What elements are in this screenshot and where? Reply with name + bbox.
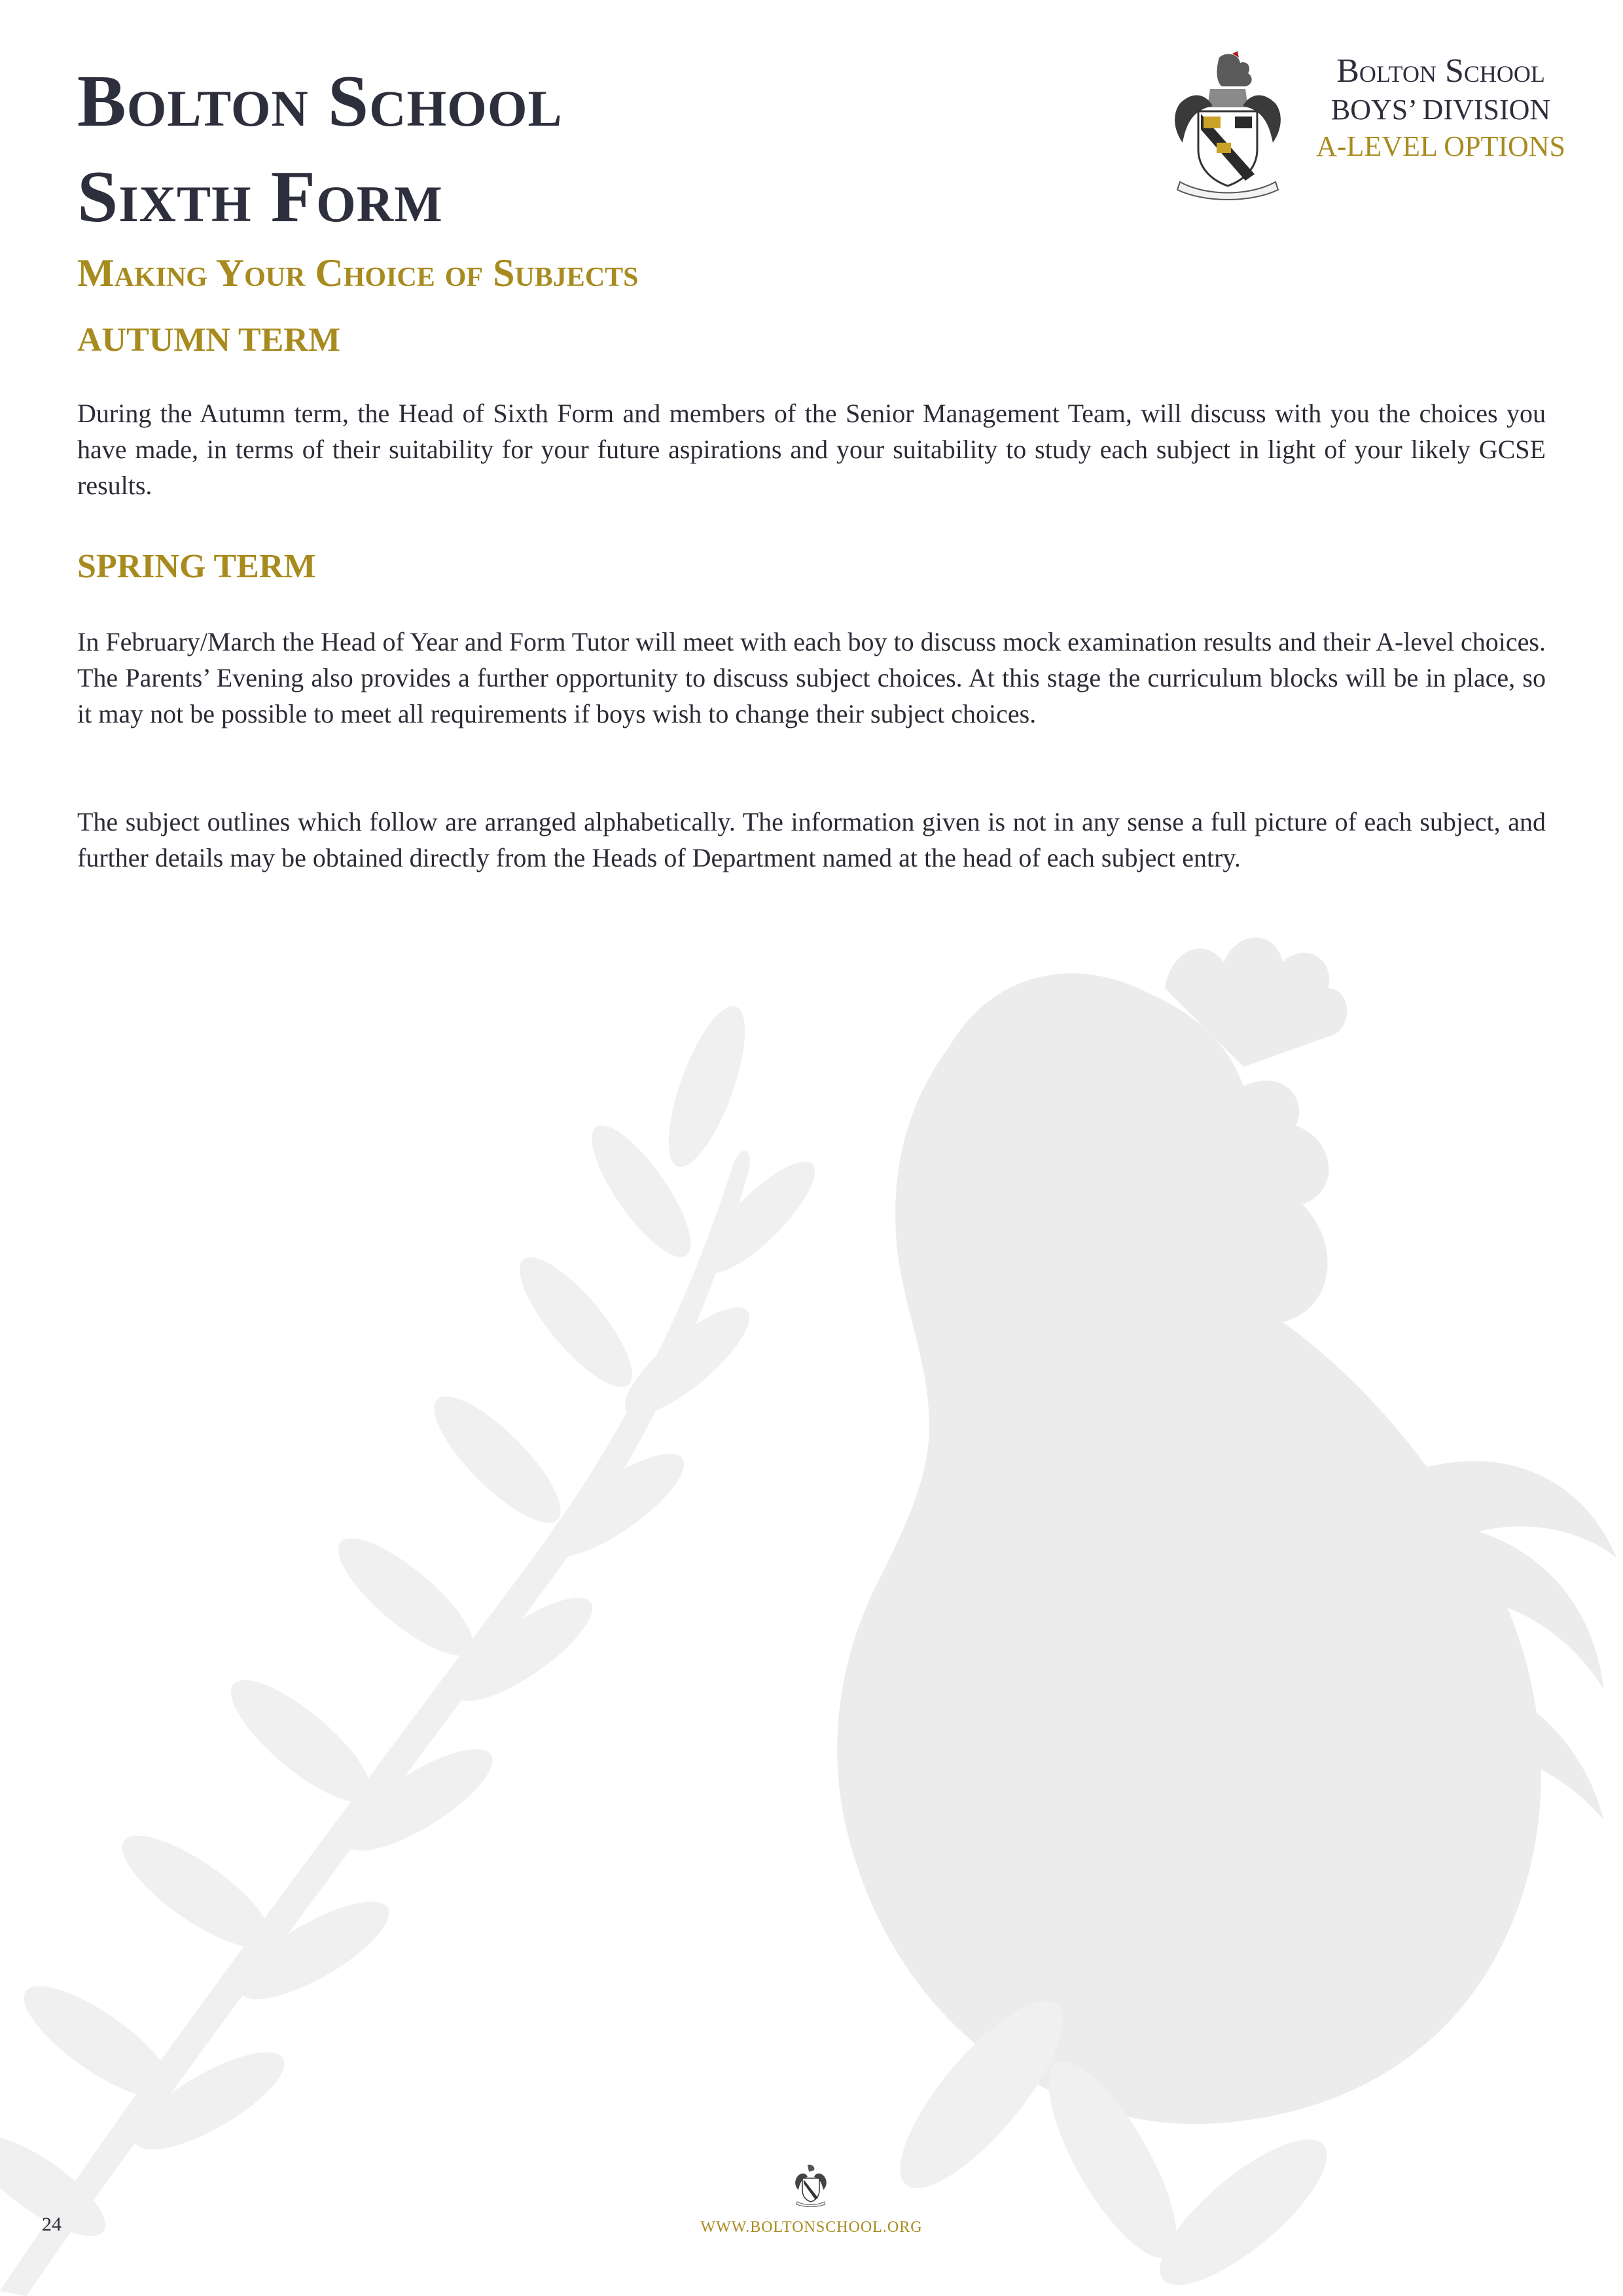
spring-term-heading: SPRING TERM (77, 548, 316, 585)
title-block (77, 54, 639, 296)
header-division: BOYS’ DIVISION (1330, 94, 1551, 126)
title-line-2: Sixth Form (77, 156, 443, 238)
spring-term-paragraph-2: The subject outlines which follow are arranged alphabetically. The information given is not in any sense a full picture of each subject, and further details may be obtained directly from the Heads of Department named at the head of each subject entry. (77, 807, 1546, 872)
page-title (77, 54, 639, 245)
title-line-1: Bolton School (77, 61, 563, 142)
autumn-term-paragraph: During the Autumn term, the Head of Sixth Form and members of the Senior Management Team, will discuss with you the choices you have made, in terms of their suitability for your future aspirations and your suitability to study each subject in light of your likely GCSE results. (77, 399, 1546, 500)
autumn-term-heading: AUTUMN TERM (77, 321, 341, 359)
spring-term-paragraph-1: In February/March the Head of Year and Form Tutor will meet with each boy to discuss mock examination results and their A-level choices. The Parents’ Evening also provides a further opportunity to discuss subject choices. At this stage the curriculum blocks will be in place, so it may not be possible to meet all requirements if boys wish to change their subject choices. (77, 627, 1546, 728)
footer-website-link[interactable]: WWW.BOLTONSCHOOL.ORG (700, 2219, 923, 2236)
header-options: A-LEVEL OPTIONS (1316, 130, 1565, 162)
header-school-name: Bolton School (1336, 52, 1545, 90)
page-subtitle: Making Your Choice of Subjects (77, 251, 639, 295)
school-crest-icon (1167, 51, 1289, 200)
header-text (1316, 51, 1565, 165)
footer-crest-icon (793, 2164, 829, 2207)
page-number: 24 (42, 2214, 62, 2235)
header-branding (1316, 51, 1565, 208)
